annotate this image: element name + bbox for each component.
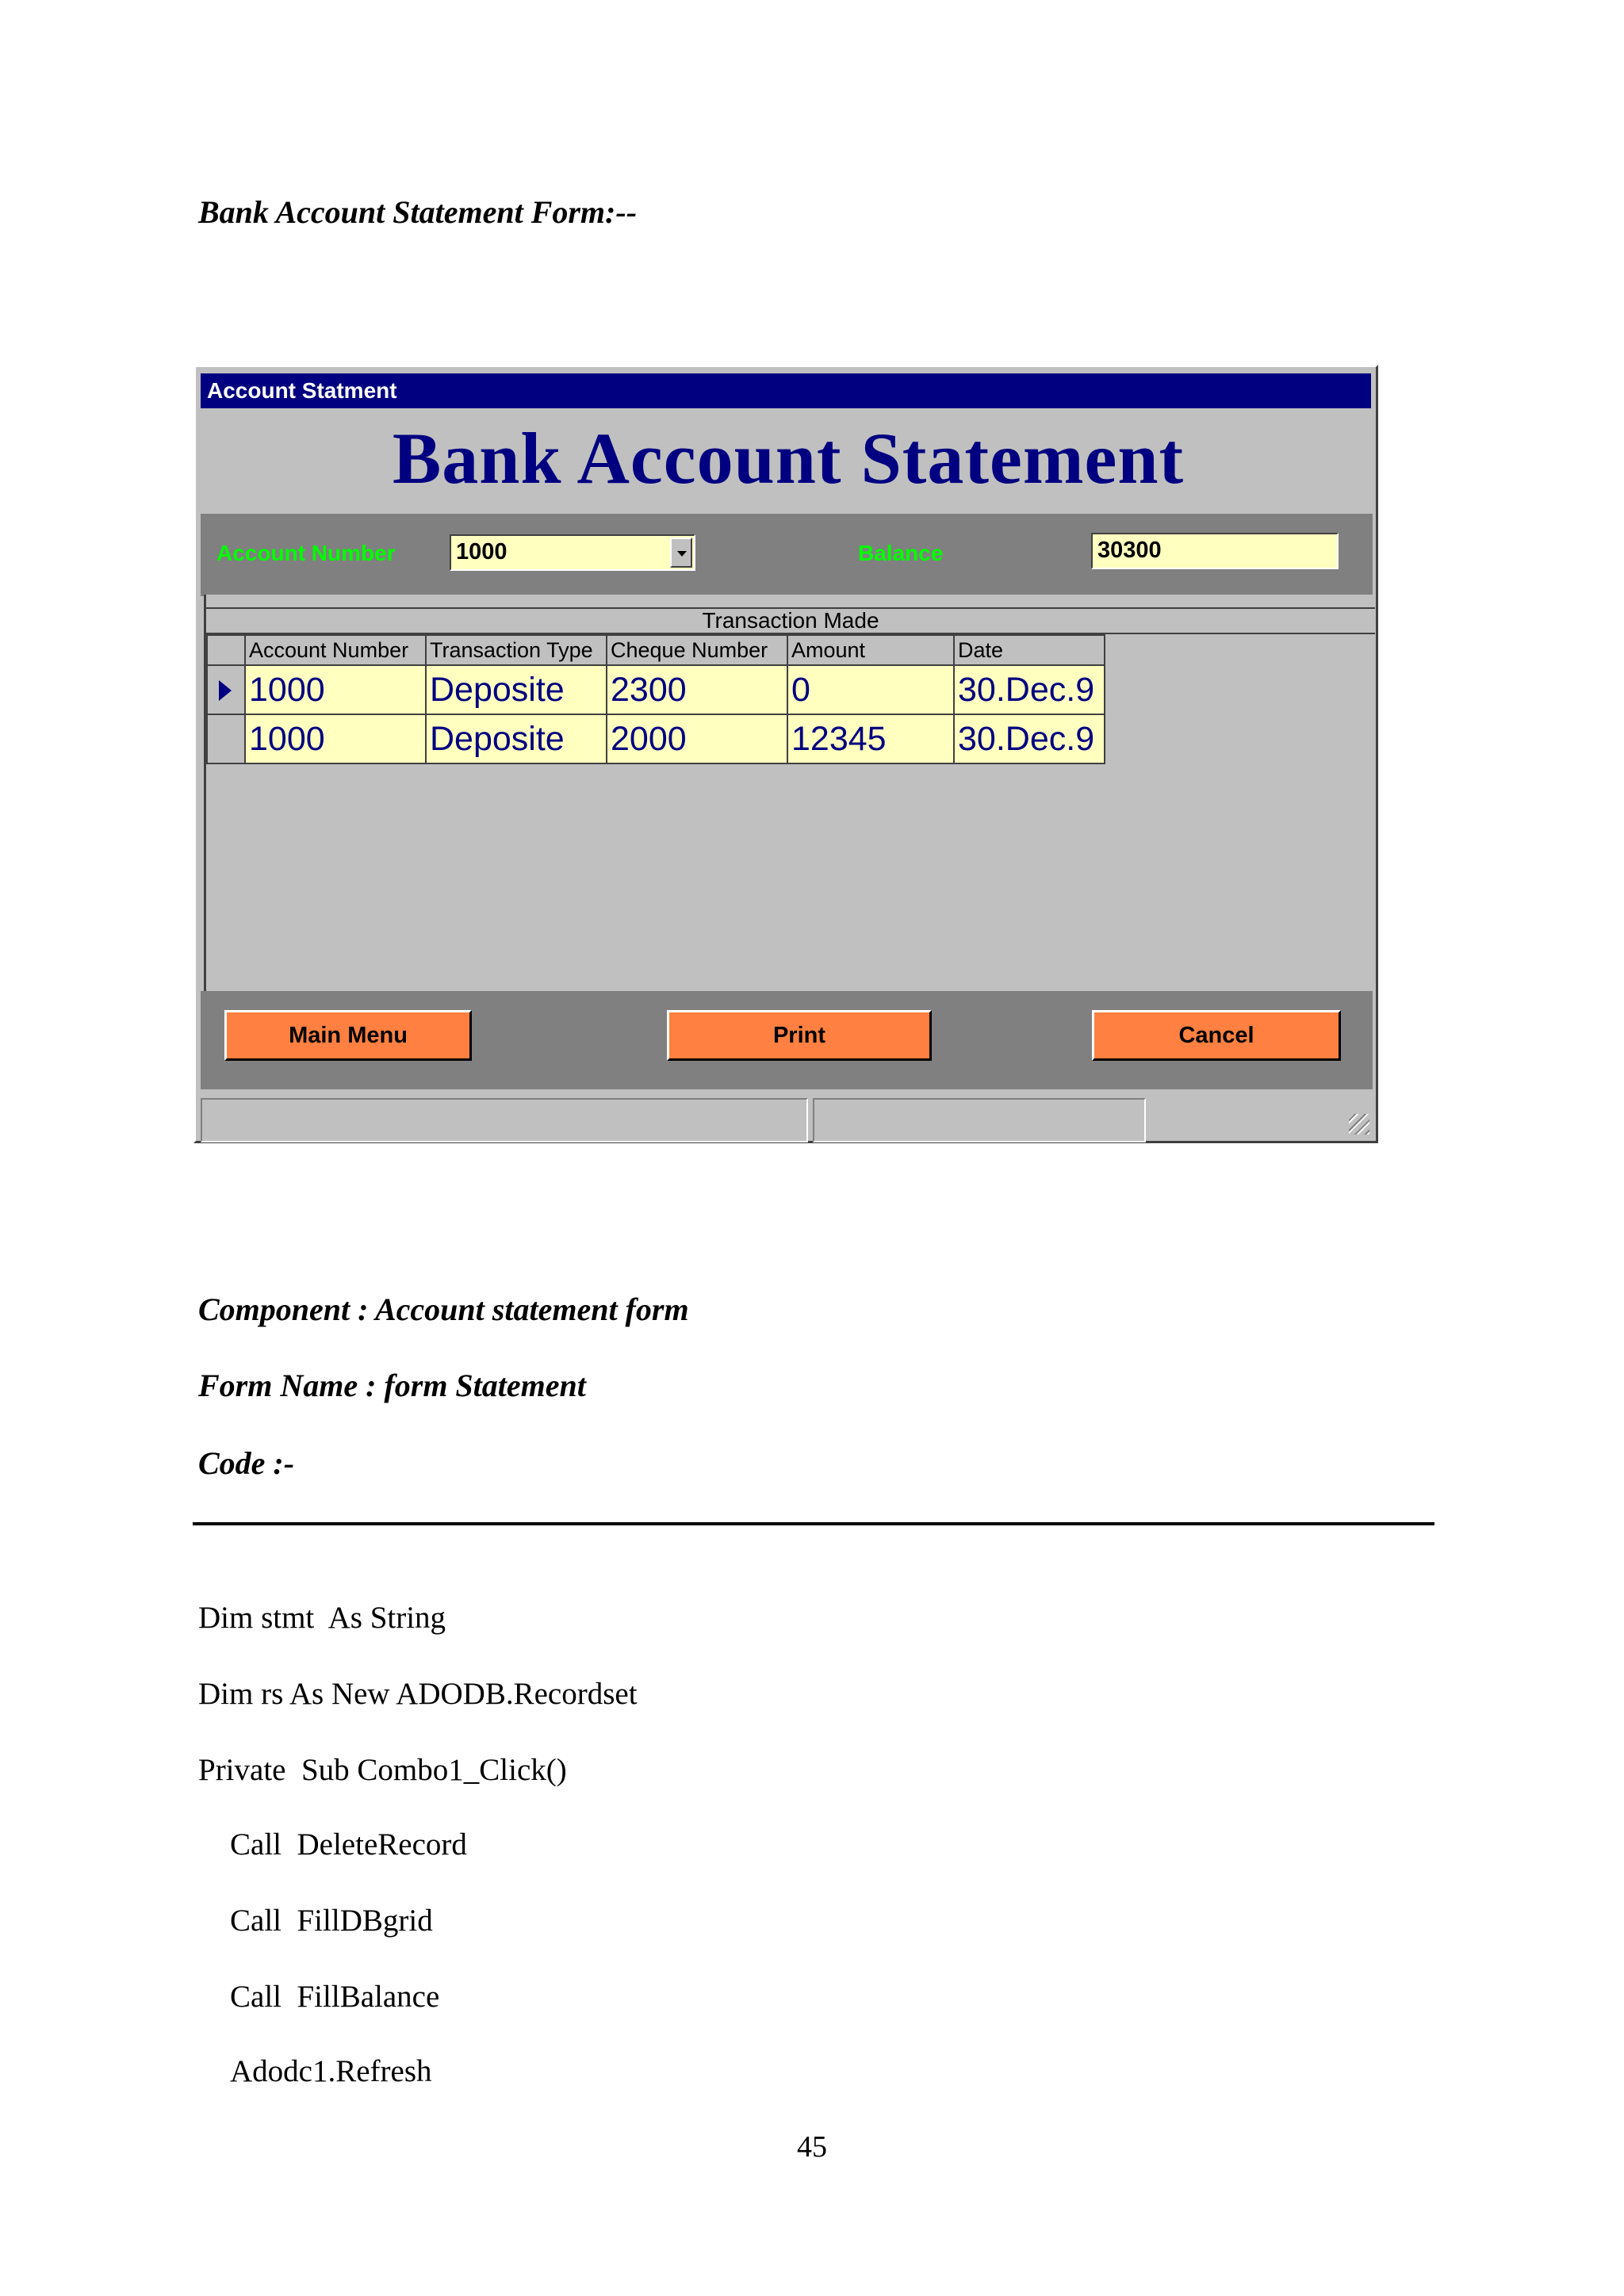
cancel-button[interactable]: Cancel — [1092, 1010, 1341, 1061]
button-panel — [201, 991, 1373, 1089]
table-row[interactable] — [207, 665, 1105, 714]
balance-field[interactable] — [1091, 533, 1339, 569]
row-selector-header — [207, 635, 245, 665]
account-statement-window — [193, 365, 1378, 1143]
table-cell[interactable]: Deposite — [426, 665, 607, 714]
code-line: Dim stmt As String — [198, 1601, 446, 1635]
code-line: Private Sub Combo1_Click() — [198, 1753, 567, 1787]
code-label: Code :- — [198, 1445, 295, 1481]
print-button[interactable]: Print — [667, 1010, 932, 1061]
window-title: Account Statment — [201, 373, 1371, 408]
account-number-label: Account Number — [216, 541, 396, 565]
page-number: 45 — [797, 2130, 827, 2164]
account-panel — [201, 514, 1373, 596]
grid-caption: Transaction Made — [206, 607, 1375, 634]
table-row[interactable] — [207, 714, 1105, 763]
status-panel — [201, 1098, 808, 1142]
grid-header-row — [207, 635, 1105, 665]
table-cell[interactable]: 2000 — [607, 714, 787, 763]
table-cell[interactable]: 0 — [787, 665, 954, 714]
column-header[interactable]: Account Number — [245, 635, 426, 665]
table-cell[interactable]: Deposite — [426, 714, 607, 763]
chevron-down-icon[interactable] — [670, 538, 692, 568]
column-header[interactable]: Amount — [787, 635, 954, 665]
column-header[interactable]: Date — [954, 635, 1105, 665]
column-header[interactable]: Transaction Type — [426, 635, 607, 665]
row-selector[interactable] — [207, 665, 245, 714]
code-line: Adodc1.Refresh — [230, 2054, 432, 2088]
main-menu-button[interactable]: Main Menu — [224, 1010, 472, 1061]
column-header[interactable]: Cheque Number — [607, 635, 787, 665]
horizontal-rule — [193, 1522, 1434, 1525]
table-cell[interactable]: 12345 — [787, 714, 954, 763]
section-heading: Bank Account Statement Form:-- — [198, 194, 638, 230]
current-row-arrow-icon — [219, 680, 232, 701]
code-line: Call FillDBgrid — [230, 1904, 433, 1938]
resize-grip-icon[interactable] — [1349, 1114, 1369, 1135]
balance-value: 30300 — [1097, 538, 1162, 563]
table-cell[interactable]: 30.Dec.9 — [954, 665, 1105, 714]
status-bar — [201, 1090, 1373, 1138]
transaction-table — [206, 634, 1105, 764]
transaction-grid[interactable] — [204, 595, 1373, 991]
account-number-combo[interactable] — [450, 534, 695, 571]
account-number-value: 1000 — [456, 539, 508, 564]
balance-label: Balance — [858, 541, 944, 565]
form-name-label: Form Name : form Statement — [198, 1368, 586, 1403]
component-label: Component : Account statement form — [198, 1292, 689, 1327]
table-cell[interactable]: 30.Dec.9 — [954, 714, 1105, 763]
table-cell[interactable]: 1000 — [245, 665, 426, 714]
table-cell[interactable]: 1000 — [245, 714, 426, 763]
code-line: Call FillBalance — [230, 1980, 440, 2014]
table-cell[interactable]: 2300 — [607, 665, 787, 714]
form-heading: Bank Account Statement — [392, 418, 1185, 499]
code-line: Call DeleteRecord — [230, 1827, 467, 1862]
code-line: Dim rs As New ADODB.Recordset — [198, 1677, 638, 1711]
status-panel — [813, 1098, 1146, 1142]
row-selector[interactable] — [207, 714, 245, 763]
